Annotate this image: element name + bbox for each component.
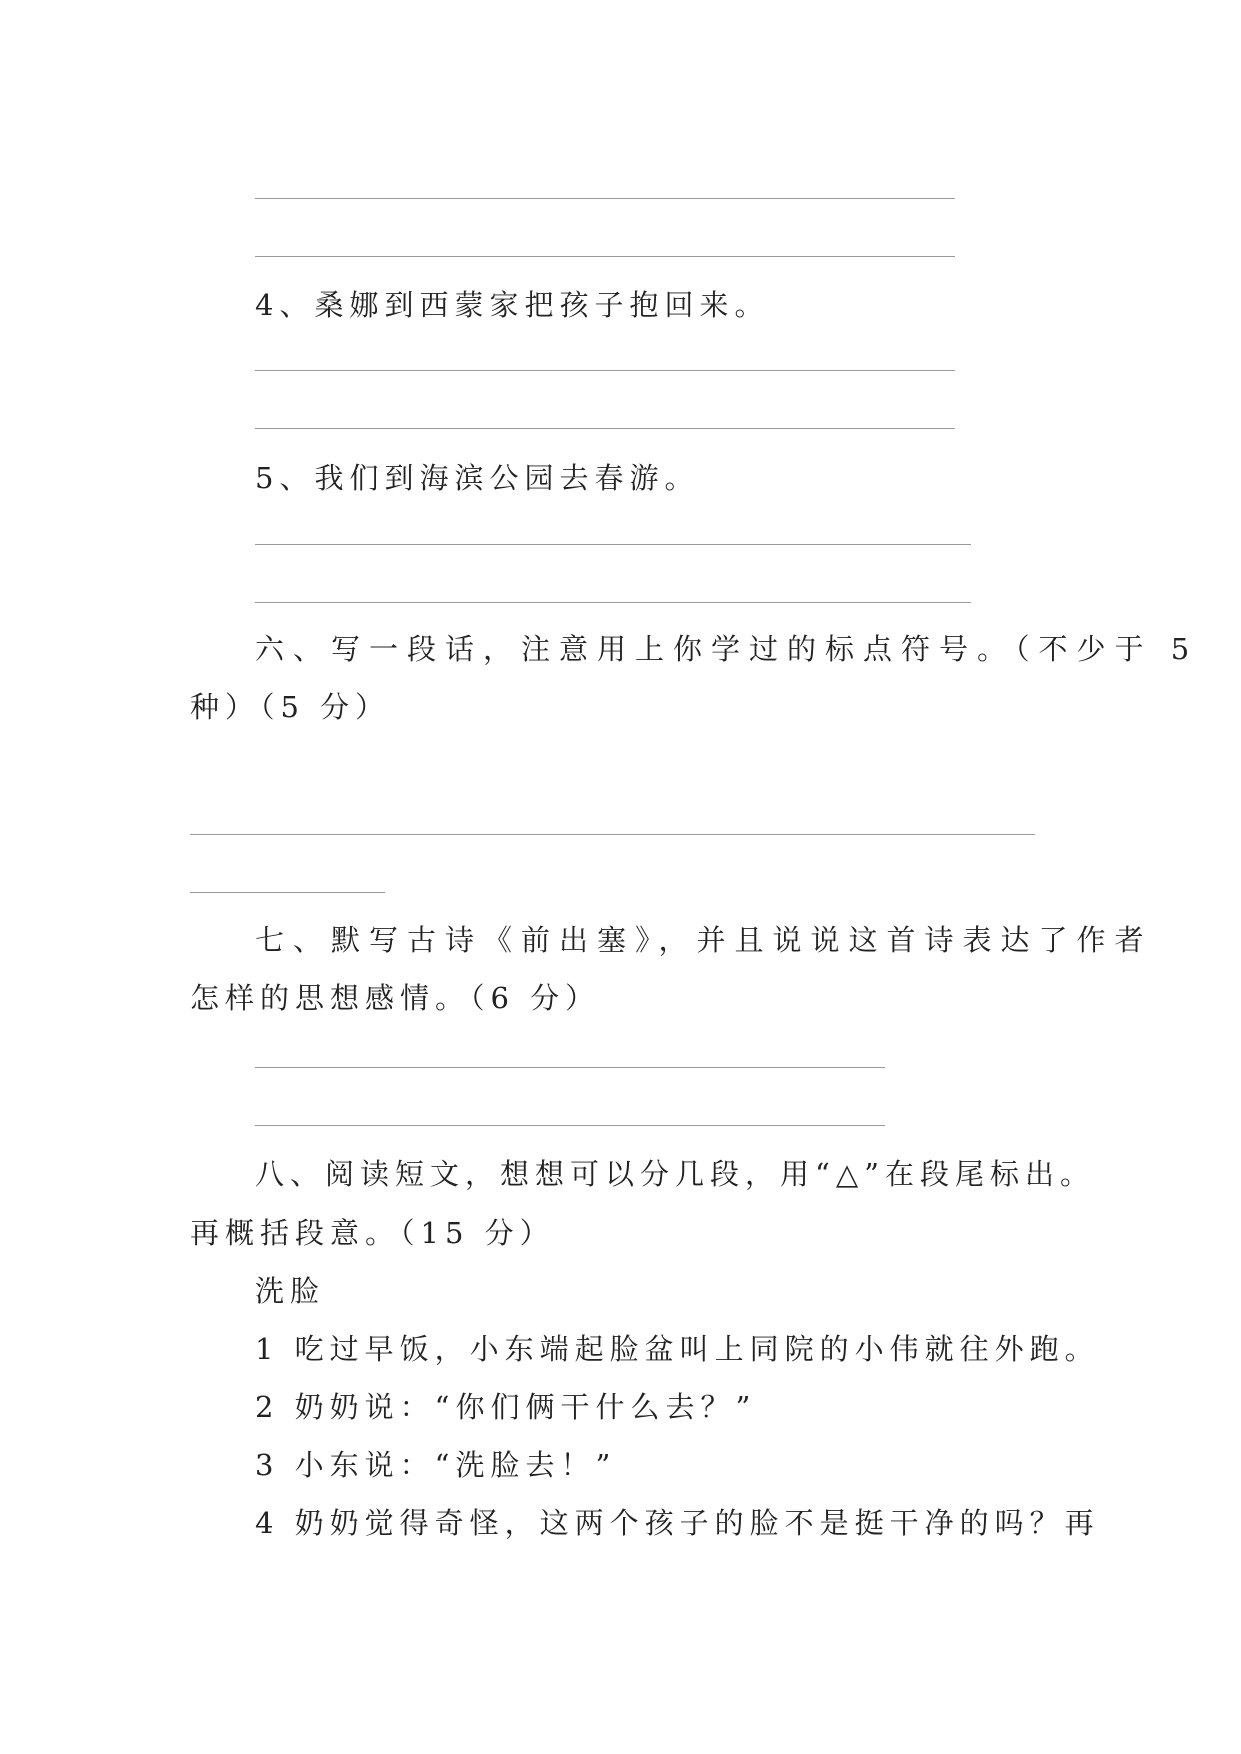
passage-paragraph-1: 1 吃过早饭，小东端起脸盆叫上同院的小伟就往外跑。 — [255, 1332, 1100, 1366]
section-8-heading-cont: 再概括段意。（15 分） — [190, 1216, 555, 1250]
section-6-heading-cont: 种）（5 分） — [190, 690, 391, 724]
answer-line[interactable] — [255, 198, 955, 199]
section-8-heading: 八、阅读短文，想想可以分几段，用“△”在段尾标出。 — [255, 1157, 1095, 1191]
section-7-heading: 七、默写古诗《前出塞》，并且说说这首诗表达了作者 — [255, 923, 1153, 957]
answer-line[interactable] — [255, 602, 971, 603]
answer-line[interactable] — [255, 428, 955, 429]
passage-paragraph-3: 3 小东说：“洗脸去！” — [255, 1448, 617, 1482]
answer-line[interactable] — [255, 370, 955, 371]
answer-line[interactable] — [255, 256, 955, 257]
question-item-4: 4、桑娜到西蒙家把孩子抱回来。 — [255, 288, 770, 322]
answer-line[interactable] — [255, 544, 971, 545]
passage-title: 洗脸 — [255, 1274, 326, 1308]
section-7-heading-cont: 怎样的思想感情。（6 分） — [190, 981, 601, 1015]
passage-paragraph-4: 4 奶奶觉得奇怪，这两个孩子的脸不是挺干净的吗？再 — [255, 1506, 1100, 1540]
writing-line-short[interactable] — [190, 892, 385, 893]
answer-line[interactable] — [255, 1067, 885, 1068]
writing-line[interactable] — [190, 834, 1035, 835]
question-item-5: 5、我们到海滨公园去春游。 — [255, 461, 700, 495]
passage-paragraph-2: 2 奶奶说：“你们俩干什么去？” — [255, 1390, 757, 1424]
answer-line[interactable] — [255, 1125, 885, 1126]
section-6-heading: 六、写一段话，注意用上你学过的标点符号。（不少于 5 — [255, 632, 1199, 666]
